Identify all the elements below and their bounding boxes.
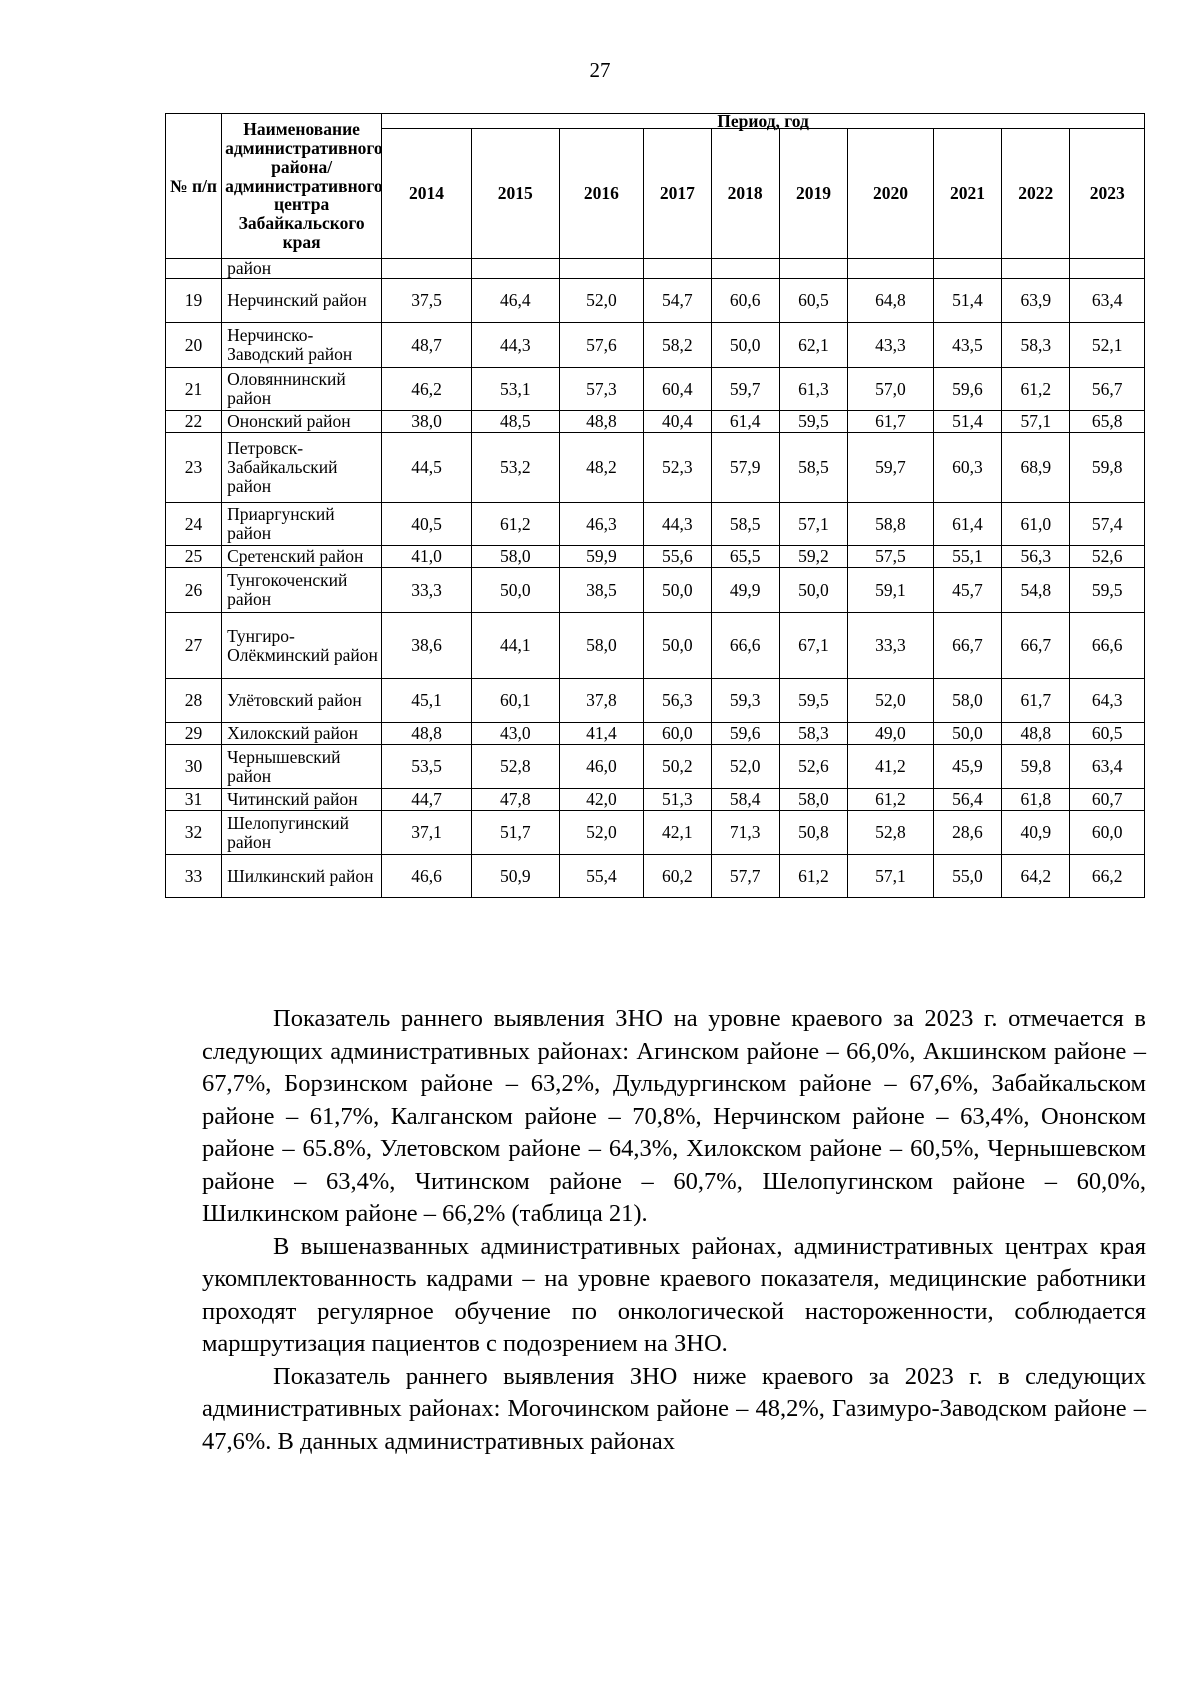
value-cell: 40,9 (1002, 811, 1070, 855)
value-cell: 50,2 (644, 745, 711, 789)
page-number: 27 (589, 58, 611, 82)
row-number (166, 259, 222, 279)
row-number: 32 (166, 811, 222, 855)
value-cell: 66,6 (1070, 613, 1145, 679)
value-cell: 58,2 (644, 323, 711, 368)
value-cell: 43,3 (848, 323, 934, 368)
district-name: Сретенский район (222, 546, 382, 568)
district-name: Чернышевский район (222, 745, 382, 789)
value-cell: 45,7 (933, 568, 1001, 613)
value-cell: 59,5 (1070, 568, 1145, 613)
table-row (166, 368, 1145, 411)
value-cell: 59,6 (711, 723, 779, 745)
value-cell: 52,0 (559, 811, 644, 855)
table-row (166, 279, 1145, 323)
value-cell: 58,3 (779, 723, 847, 745)
value-cell: 56,3 (644, 679, 711, 723)
value-cell: 65,5 (711, 546, 779, 568)
district-name: Хилокский район (222, 723, 382, 745)
value-cell: 58,3 (1002, 323, 1070, 368)
value-cell: 50,0 (779, 568, 847, 613)
value-cell: 43,0 (471, 723, 559, 745)
value-cell: 61,7 (848, 411, 934, 433)
district-name: Нерчинско-Заводский район (222, 323, 382, 368)
district-name: Тунгокоченский район (222, 568, 382, 613)
value-cell: 37,8 (559, 679, 644, 723)
value-cell: 63,4 (1070, 279, 1145, 323)
value-cell: 52,0 (848, 679, 934, 723)
district-statistics-table (165, 110, 1145, 898)
value-cell (471, 259, 559, 279)
body-text (202, 1003, 1146, 1458)
value-cell: 53,1 (471, 368, 559, 411)
header-year: 2017 (644, 129, 711, 259)
value-cell (1002, 259, 1070, 279)
value-cell: 56,7 (1070, 368, 1145, 411)
value-cell: 40,5 (382, 503, 472, 546)
value-cell: 41,2 (848, 745, 934, 789)
value-cell: 60,1 (471, 679, 559, 723)
value-cell (559, 259, 644, 279)
value-cell: 64,2 (1002, 855, 1070, 898)
value-cell: 46,0 (559, 745, 644, 789)
header-num: № п/п (166, 114, 222, 259)
district-name: Тунгиро-Олёкминский район (222, 613, 382, 679)
district-name: Улётовский район (222, 679, 382, 723)
value-cell: 52,8 (471, 745, 559, 789)
row-number: 20 (166, 323, 222, 368)
value-cell: 45,1 (382, 679, 472, 723)
row-number: 22 (166, 411, 222, 433)
value-cell: 60,6 (711, 279, 779, 323)
value-cell: 52,8 (848, 811, 934, 855)
value-cell (382, 259, 472, 279)
value-cell: 33,3 (382, 568, 472, 613)
value-cell (779, 259, 847, 279)
district-name: район (222, 259, 382, 279)
value-cell: 58,0 (559, 613, 644, 679)
value-cell: 60,4 (644, 368, 711, 411)
value-cell: 61,4 (711, 411, 779, 433)
value-cell: 41,4 (559, 723, 644, 745)
value-cell: 61,0 (1002, 503, 1070, 546)
value-cell: 44,3 (471, 323, 559, 368)
value-cell: 42,1 (644, 811, 711, 855)
value-cell: 38,6 (382, 613, 472, 679)
value-cell: 46,3 (559, 503, 644, 546)
value-cell: 52,0 (559, 279, 644, 323)
value-cell: 68,9 (1002, 433, 1070, 503)
value-cell: 57,1 (1002, 411, 1070, 433)
header-year: 2015 (471, 129, 559, 259)
value-cell: 59,9 (559, 546, 644, 568)
paragraph: Показатель раннего выявления ЗНО ниже краевого за 2023 г. в следующих административных районах: Могочинском районе – 48,2%, Газимуро-Заводском районе – 47,6%. В данных административных районах (202, 1362, 1146, 1455)
value-cell: 51,4 (933, 279, 1001, 323)
value-cell: 50,0 (644, 568, 711, 613)
value-cell: 61,7 (1002, 679, 1070, 723)
value-cell: 55,4 (559, 855, 644, 898)
value-cell: 59,6 (933, 368, 1001, 411)
table-row (166, 503, 1145, 546)
value-cell: 54,8 (1002, 568, 1070, 613)
paragraph: В вышеназванных административных районах, административных центрах края укомплектованность кадрами – на уровне краевого показателя, медицинские работники проходят регулярное обучение по онкологической настороженности, соблюдается маршрутизация пациентов с подозрением на ЗНО. (202, 1232, 1146, 1357)
table-row (166, 613, 1145, 679)
value-cell: 66,7 (933, 613, 1001, 679)
header-year: 2018 (711, 129, 779, 259)
value-cell: 58,0 (471, 546, 559, 568)
value-cell: 43,5 (933, 323, 1001, 368)
value-cell: 56,4 (933, 789, 1001, 811)
value-cell: 44,3 (644, 503, 711, 546)
value-cell: 52,0 (711, 745, 779, 789)
value-cell: 51,7 (471, 811, 559, 855)
value-cell: 58,5 (711, 503, 779, 546)
value-cell: 64,3 (1070, 679, 1145, 723)
table-row (166, 811, 1145, 855)
value-cell: 59,2 (779, 546, 847, 568)
table-row (166, 789, 1145, 811)
value-cell: 44,1 (471, 613, 559, 679)
value-cell: 48,8 (382, 723, 472, 745)
district-name: Шелопугинский район (222, 811, 382, 855)
value-cell: 52,6 (1070, 546, 1145, 568)
district-name: Нерчинский район (222, 279, 382, 323)
value-cell: 58,0 (779, 789, 847, 811)
value-cell: 62,1 (779, 323, 847, 368)
value-cell: 64,8 (848, 279, 934, 323)
table-row (166, 411, 1145, 433)
value-cell: 52,1 (1070, 323, 1145, 368)
value-cell: 63,4 (1070, 745, 1145, 789)
value-cell: 57,4 (1070, 503, 1145, 546)
value-cell: 57,9 (711, 433, 779, 503)
value-cell: 59,8 (1070, 433, 1145, 503)
value-cell: 49,0 (848, 723, 934, 745)
value-cell: 53,2 (471, 433, 559, 503)
value-cell: 46,4 (471, 279, 559, 323)
value-cell: 52,3 (644, 433, 711, 503)
value-cell: 67,1 (779, 613, 847, 679)
header-year: 2019 (779, 129, 847, 259)
value-cell: 38,5 (559, 568, 644, 613)
row-number: 19 (166, 279, 222, 323)
value-cell: 60,0 (1070, 811, 1145, 855)
header-year: 2014 (382, 129, 472, 259)
value-cell: 57,0 (848, 368, 934, 411)
value-cell: 44,7 (382, 789, 472, 811)
table-row (166, 546, 1145, 568)
row-number: 31 (166, 789, 222, 811)
table-row (166, 323, 1145, 368)
row-number: 33 (166, 855, 222, 898)
header-year: 2016 (559, 129, 644, 259)
value-cell: 58,8 (848, 503, 934, 546)
row-number: 30 (166, 745, 222, 789)
value-cell: 58,5 (779, 433, 847, 503)
value-cell: 59,3 (711, 679, 779, 723)
value-cell: 59,7 (848, 433, 934, 503)
value-cell: 57,7 (711, 855, 779, 898)
table-row (166, 723, 1145, 745)
row-number: 23 (166, 433, 222, 503)
value-cell: 58,4 (711, 789, 779, 811)
table-row (166, 259, 1145, 279)
value-cell: 48,5 (471, 411, 559, 433)
value-cell: 61,3 (779, 368, 847, 411)
value-cell: 53,5 (382, 745, 472, 789)
value-cell: 50,0 (471, 568, 559, 613)
row-number: 25 (166, 546, 222, 568)
value-cell: 60,5 (1070, 723, 1145, 745)
district-name: Приаргунский район (222, 503, 382, 546)
value-cell: 48,2 (559, 433, 644, 503)
district-name: Ононский район (222, 411, 382, 433)
value-cell: 48,8 (1002, 723, 1070, 745)
value-cell: 61,2 (471, 503, 559, 546)
district-name: Петровск-Забайкальский район (222, 433, 382, 503)
row-number: 28 (166, 679, 222, 723)
value-cell: 60,5 (779, 279, 847, 323)
value-cell: 49,9 (711, 568, 779, 613)
value-cell: 50,9 (471, 855, 559, 898)
table-row (166, 855, 1145, 898)
value-cell: 40,4 (644, 411, 711, 433)
value-cell: 48,7 (382, 323, 472, 368)
value-cell: 60,2 (644, 855, 711, 898)
value-cell: 57,1 (848, 855, 934, 898)
value-cell: 63,9 (1002, 279, 1070, 323)
value-cell: 58,0 (933, 679, 1001, 723)
value-cell: 61,8 (1002, 789, 1070, 811)
header-year: 2023 (1070, 129, 1145, 259)
value-cell: 59,5 (779, 679, 847, 723)
header-year: 2020 (848, 129, 934, 259)
value-cell: 66,7 (1002, 613, 1070, 679)
value-cell: 59,8 (1002, 745, 1070, 789)
value-cell: 55,0 (933, 855, 1001, 898)
value-cell: 50,8 (779, 811, 847, 855)
value-cell (1070, 259, 1145, 279)
table-row (166, 568, 1145, 613)
value-cell (848, 259, 934, 279)
district-name: Читинский район (222, 789, 382, 811)
value-cell: 48,8 (559, 411, 644, 433)
value-cell: 59,7 (711, 368, 779, 411)
value-cell: 71,3 (711, 811, 779, 855)
value-cell (933, 259, 1001, 279)
value-cell: 52,6 (779, 745, 847, 789)
row-number: 24 (166, 503, 222, 546)
value-cell: 50,0 (933, 723, 1001, 745)
value-cell: 42,0 (559, 789, 644, 811)
row-number: 29 (166, 723, 222, 745)
value-cell: 66,2 (1070, 855, 1145, 898)
row-number: 21 (166, 368, 222, 411)
value-cell: 38,0 (382, 411, 472, 433)
value-cell: 61,2 (779, 855, 847, 898)
value-cell: 37,5 (382, 279, 472, 323)
value-cell (711, 259, 779, 279)
value-cell: 65,8 (1070, 411, 1145, 433)
value-cell: 44,5 (382, 433, 472, 503)
value-cell (644, 259, 711, 279)
value-cell: 54,7 (644, 279, 711, 323)
value-cell: 28,6 (933, 811, 1001, 855)
value-cell: 51,4 (933, 411, 1001, 433)
table-row (166, 679, 1145, 723)
value-cell: 41,0 (382, 546, 472, 568)
row-number: 27 (166, 613, 222, 679)
value-cell: 57,1 (779, 503, 847, 546)
table-row (166, 433, 1145, 503)
value-cell: 56,3 (1002, 546, 1070, 568)
value-cell: 33,3 (848, 613, 934, 679)
value-cell: 46,6 (382, 855, 472, 898)
value-cell: 61,4 (933, 503, 1001, 546)
value-cell: 57,5 (848, 546, 934, 568)
header-year: 2021 (933, 129, 1001, 259)
value-cell: 37,1 (382, 811, 472, 855)
value-cell: 55,1 (933, 546, 1001, 568)
value-cell: 61,2 (1002, 368, 1070, 411)
value-cell: 60,0 (644, 723, 711, 745)
value-cell: 51,3 (644, 789, 711, 811)
value-cell: 60,7 (1070, 789, 1145, 811)
value-cell: 50,0 (711, 323, 779, 368)
value-cell: 55,6 (644, 546, 711, 568)
district-name: Шилкинский район (222, 855, 382, 898)
value-cell: 45,9 (933, 745, 1001, 789)
header-name: Наименование административного района/ административного центра Забайкальского края (222, 114, 382, 259)
header-year: 2022 (1002, 129, 1070, 259)
district-name: Оловяннинский район (222, 368, 382, 411)
row-number: 26 (166, 568, 222, 613)
value-cell: 59,1 (848, 568, 934, 613)
value-cell: 50,0 (644, 613, 711, 679)
header-period: Период, год (382, 114, 1145, 129)
value-cell: 59,5 (779, 411, 847, 433)
value-cell: 60,3 (933, 433, 1001, 503)
value-cell: 66,6 (711, 613, 779, 679)
value-cell: 47,8 (471, 789, 559, 811)
value-cell: 57,6 (559, 323, 644, 368)
value-cell: 61,2 (848, 789, 934, 811)
value-cell: 57,3 (559, 368, 644, 411)
paragraph: Показатель раннего выявления ЗНО на уровне краевого за 2023 г. отмечается в следующих административных районах: Агинском районе – 66,0%, Акшинском районе – 67,7%, Борзинском районе – 63,2%, Дульдургинском районе – 67,6%, Забайкальском районе – 61,7%, Калганском районе – 70,8%, Нерчинском районе – 63,4%, Ононском районе – 65.8%, Улетовском районе – 64,3%, Хилокском районе – 60,5%, Чернышевском районе – 63,4%, Читинском районе – 60,7%, Шелопугинском районе – 60,0%, Шилкинском районе – 66,2% (таблица 21). (202, 1005, 1146, 1227)
table-row (166, 745, 1145, 789)
value-cell: 46,2 (382, 368, 472, 411)
